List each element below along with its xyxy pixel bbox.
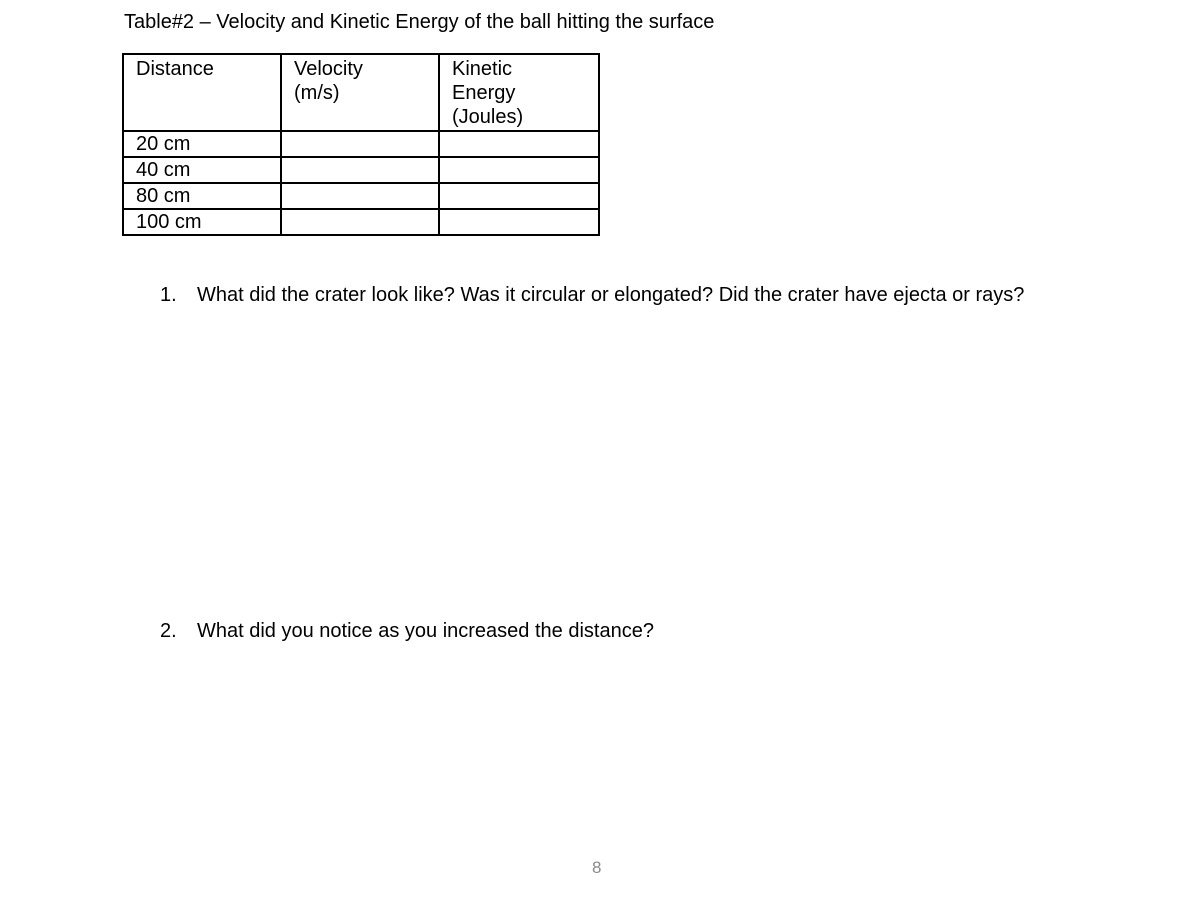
header-energy-line: Energy bbox=[452, 82, 516, 104]
cell-kinetic-energy[interactable] bbox=[439, 209, 599, 235]
cell-distance: 100 cm bbox=[123, 209, 281, 235]
question-text: What did the crater look like? Was it circular or elongated? Did the crater have ejecta or rays? bbox=[197, 284, 1025, 306]
table-row bbox=[123, 183, 599, 209]
header-distance-line: Distance bbox=[136, 58, 214, 80]
cell-kinetic-energy[interactable] bbox=[439, 157, 599, 183]
header-velocity-unit: (m/s) bbox=[294, 82, 340, 104]
header-kinetic-energy bbox=[439, 54, 599, 131]
table-row bbox=[123, 209, 599, 235]
cell-distance: 40 cm bbox=[123, 157, 281, 183]
cell-velocity[interactable] bbox=[281, 157, 439, 183]
table-row bbox=[123, 157, 599, 183]
table-header-row bbox=[123, 54, 599, 131]
question-number: 2. bbox=[160, 620, 177, 642]
header-kinetic-line: Kinetic bbox=[452, 58, 513, 80]
header-distance bbox=[123, 54, 281, 131]
cell-kinetic-energy[interactable] bbox=[439, 131, 599, 157]
question-number: 1. bbox=[160, 284, 177, 306]
page-number: 8 bbox=[592, 858, 602, 877]
header-velocity-line: Velocity bbox=[294, 58, 363, 80]
question-1 bbox=[160, 281, 1090, 309]
cell-velocity[interactable] bbox=[281, 183, 439, 209]
header-kinetic-unit: (Joules) bbox=[452, 106, 524, 128]
cell-velocity[interactable] bbox=[281, 131, 439, 157]
table-row bbox=[123, 131, 599, 157]
cell-kinetic-energy[interactable] bbox=[439, 183, 599, 209]
cell-distance: 20 cm bbox=[123, 131, 281, 157]
table-title: Table#2 – Velocity and Kinetic Energy of the ball hitting the surface bbox=[124, 11, 715, 33]
header-velocity bbox=[281, 54, 439, 131]
question-text: What did you notice as you increased the distance? bbox=[197, 620, 654, 642]
question-2 bbox=[160, 617, 1090, 645]
cell-distance: 80 cm bbox=[123, 183, 281, 209]
velocity-energy-table bbox=[122, 53, 600, 236]
cell-velocity[interactable] bbox=[281, 209, 439, 235]
